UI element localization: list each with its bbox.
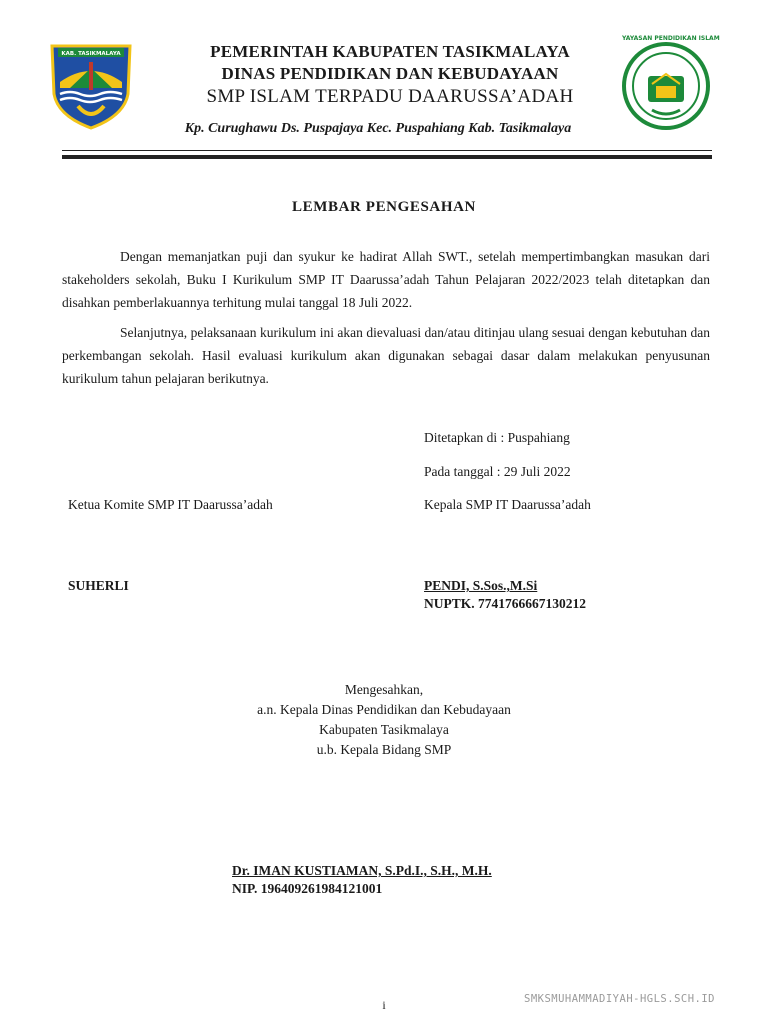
document-title: LEMBAR PENGESAHAN [292, 199, 476, 215]
letterhead-address: Kp. Curughawu Ds. Puspajaya Kec. Puspahiang Kab. Tasikmalaya [184, 121, 572, 136]
committee-chair-title: Ketua Komite SMP IT Daarussa’adah [68, 497, 273, 512]
letterhead-department: DINAS PENDIDIKAN DAN KEBUDAYAAN [221, 64, 559, 83]
committee-chair-name: SUHERLI [68, 578, 129, 593]
page-number: i [382, 998, 386, 1012]
enactment-place: Ditetapkan di : Puspahiang [424, 430, 570, 445]
letterhead-divider-thin [62, 150, 712, 151]
source-watermark: SMKSMUHAMMADIYAH-HGLS.SCH.ID [524, 993, 716, 1005]
approver-name: Dr. IMAN KUSTIAMAN, S.Pd.I., S.H., M.H. [232, 863, 492, 878]
principal-title: Kepala SMP IT Daarussa’adah [424, 497, 591, 512]
regency-emblem-logo [48, 42, 134, 130]
approval-heading: Mengesahkan, [344, 682, 424, 697]
approval-on-behalf: a.n. Kepala Dinas Pendidikan dan Kebudayaan [257, 702, 511, 717]
principal-name: PENDI, S.Sos.,M.Si [424, 578, 538, 593]
paragraph-evaluation: Selanjutnya, pelaksanaan kurikulum ini akan dievaluasi dan/atau ditinjau ulang sesuai dengan kebutuhan dan perkembangan sekolah. Hasil evaluasi kurikulum akan digunakan sebagai dasar dalam melakukan penyusunan kurikulum tahun pelajaran berikutnya. [62, 325, 710, 386]
approval-regency: Kabupaten Tasikmalaya [319, 722, 449, 737]
letterhead-government: PEMERINTAH KABUPATEN TASIKMALAYA [210, 42, 570, 61]
letterhead-divider-thick [62, 155, 712, 159]
letterhead-school-name: SMP ISLAM TERPADU DAARUSSA’ADAH [206, 86, 574, 107]
emblem-text: KAB. TASIKMALAYA [61, 51, 121, 57]
enactment-date: Pada tanggal : 29 Juli 2022 [424, 464, 571, 479]
seal-text: YAYASAN PENDIDIKAN ISLAM [622, 35, 720, 42]
approver-nip: NIP. 196409261984121001 [232, 881, 383, 896]
principal-nuptk: NUPTK. 7741766667130212 [424, 596, 586, 611]
approval-division: u.b. Kepala Bidang SMP [316, 742, 452, 757]
paragraph-approval: Dengan memanjatkan puji dan syukur ke hadirat Allah SWT., setelah mempertimbangkan masukan dari stakeholders sekolah, Buku I Kurikulum SMP IT Daarussa’adah Tahun Pelajaran 2022/2023 telah ditetapkan dan disahkan pemberlakuannya terhitung mulai tanggal 18 Juli 2022. [62, 249, 710, 310]
